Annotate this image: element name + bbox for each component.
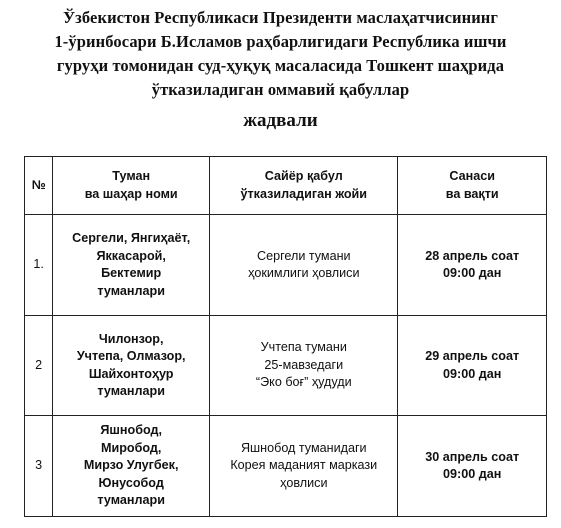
row-date <box>398 316 547 416</box>
table-row <box>25 416 547 517</box>
header-district-line: ва шаҳар номи <box>84 186 178 201</box>
district-line: Сергели, Янгиҳаёт, <box>72 231 191 245</box>
date-line: 30 апрель соат <box>425 449 520 464</box>
district-line: Чилонзор, <box>98 331 164 346</box>
place-line: Сергели тумани <box>256 248 351 263</box>
row-districts <box>53 416 210 517</box>
date-line: 09:00 дан <box>443 467 502 481</box>
schedule-table <box>24 156 547 517</box>
table-row <box>25 316 547 416</box>
date-line: 29 апрель соат <box>425 349 520 363</box>
header-date-line: ва вақти <box>445 186 499 201</box>
district-line: Миробод, <box>100 440 162 455</box>
title-line: 1-ўринбосари Б.Исламов раҳбарлигидаги Республика ишчи <box>54 32 507 51</box>
document-subtitle: жадвали <box>243 110 318 131</box>
table-row <box>25 215 547 316</box>
title-line: гуруҳи томонидан суд-ҳуқуқ масаласида Тошкент шаҳрида <box>56 56 505 75</box>
document-title <box>0 6 561 102</box>
district-line: Яккасарой, <box>96 248 166 263</box>
header-number: № <box>25 157 53 215</box>
district-line: туманлари <box>97 493 165 508</box>
district-line: Шайхонтоҳур <box>88 366 174 381</box>
place-line: Яшнобод туманидаги <box>240 440 367 455</box>
table-header-row <box>25 157 547 215</box>
place-line: “Эко боғ” ҳудуди <box>255 375 352 390</box>
row-districts <box>53 316 210 416</box>
row-date <box>398 215 547 316</box>
header-place-line: Сайёр қабул <box>264 169 343 183</box>
district-line: Мирзо Улугбек, <box>83 458 179 473</box>
row-number: 2 <box>25 316 53 416</box>
district-line: Яшнобод, <box>100 423 163 438</box>
district-line: Учтепа, Олмазор, <box>76 349 186 363</box>
header-district-line: Туман <box>112 169 151 183</box>
district-line: Бектемир <box>101 266 162 280</box>
row-number: 1. <box>25 215 53 316</box>
place-line: ҳокимлиги ҳовлиси <box>248 266 360 280</box>
header-date-line: Санаси <box>449 169 496 183</box>
row-place <box>210 416 398 517</box>
title-line: ўтказиладиган оммавий қабуллар <box>151 80 410 99</box>
place-line: ҳовлиси <box>280 475 328 490</box>
row-districts <box>53 215 210 316</box>
row-place <box>210 215 398 316</box>
row-date <box>398 416 547 517</box>
row-number: 3 <box>25 416 53 517</box>
place-line: 25-мавзедаги <box>264 357 344 372</box>
date-line: 09:00 дан <box>443 366 502 381</box>
place-line: Учтепа тумани <box>260 340 347 355</box>
title-line: Ўзбекистон Республикаси Президенти маслаҳатчисининг <box>62 8 499 27</box>
date-line: 28 апрель соат <box>425 248 520 263</box>
header-district <box>53 157 210 215</box>
header-date <box>398 157 547 215</box>
row-place <box>210 316 398 416</box>
date-line: 09:00 дан <box>443 266 502 280</box>
header-place-line: ўтказиладиган жойи <box>240 186 368 201</box>
place-line: Корея маданият маркази <box>230 458 378 473</box>
district-line: Юнусобод <box>98 475 164 490</box>
district-line: туманлари <box>97 384 165 398</box>
header-place <box>210 157 398 215</box>
district-line: туманлари <box>97 283 165 298</box>
